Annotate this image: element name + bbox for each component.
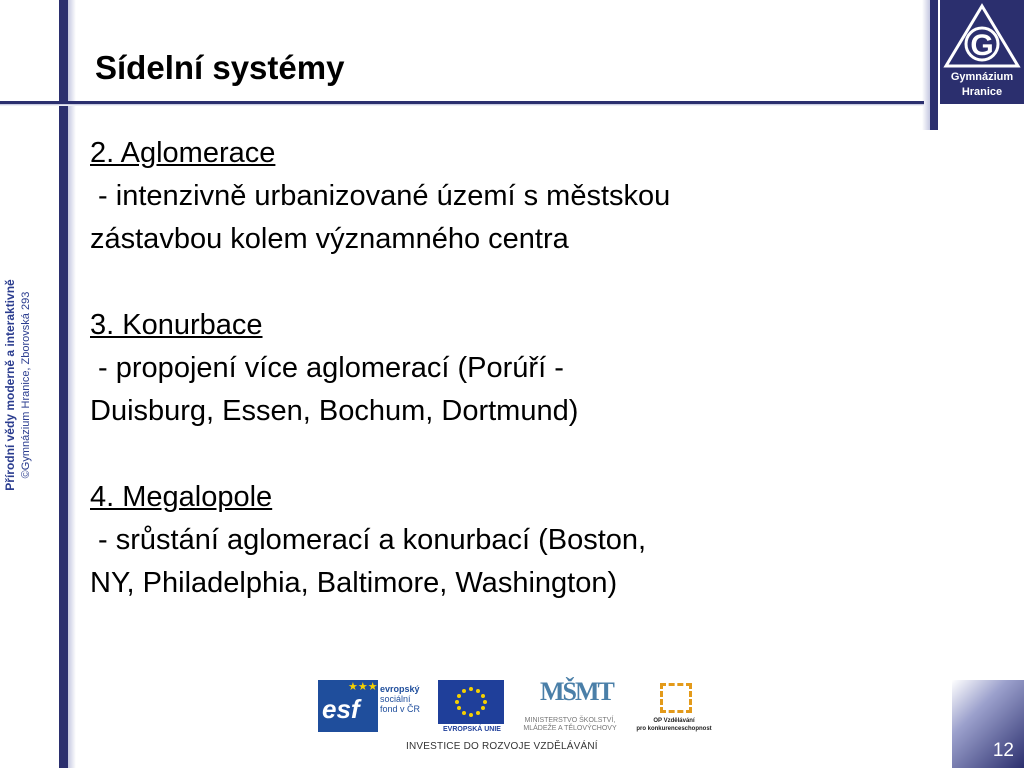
- side-credit-copyright: ©Gymnázium Hranice, Zborovská 293: [20, 291, 32, 479]
- side-credit-project: Přírodní vědy moderně a interaktivně: [3, 279, 17, 491]
- op-emblem-icon: [660, 683, 692, 713]
- footer-tagline: INVESTICE DO ROZVOJE VZDĚLÁVÁNÍ: [406, 741, 598, 752]
- left-accent-gradient: [68, 0, 76, 768]
- eu-stars-icon: [438, 680, 504, 724]
- esf-text-line: evropský: [380, 684, 420, 694]
- section-heading: 2. Aglomerace: [90, 137, 276, 169]
- esf-star-icon: ★★★: [348, 681, 378, 693]
- eu-flag-icon: [438, 680, 504, 724]
- slide-content: [90, 132, 910, 605]
- right-accent-bar: [930, 0, 938, 130]
- section-description: zástavbou kolem významného centra: [90, 223, 569, 255]
- op-caption-line: pro konkurenceschopnost: [636, 726, 712, 732]
- esf-text-line: fond v ČR: [380, 704, 421, 714]
- esf-emblem: [318, 680, 378, 732]
- section-description: - propojení více aglomerací (Porúří -: [90, 352, 564, 384]
- section-aglomerace: [90, 132, 910, 261]
- eu-caption: EVROPSKÁ UNIE: [443, 726, 501, 733]
- school-logo-name: Gymnázium: [950, 71, 1014, 83]
- school-logo-letter: G: [970, 29, 994, 62]
- section-konurbace: [90, 304, 910, 433]
- msmt-caption-line: MINISTERSTVO ŠKOLSTVÍ,: [524, 717, 616, 724]
- section-description: Duisburg, Essen, Bochum, Dortmund): [90, 395, 579, 427]
- op-logo: [632, 677, 716, 737]
- section-heading: 4. Megalopole: [90, 481, 273, 513]
- section-description: NY, Philadelphia, Baltimore, Washington): [90, 567, 618, 599]
- section-megalopole: [90, 476, 910, 605]
- title-divider: [0, 101, 924, 106]
- esf-emblem-text: esf: [322, 694, 360, 724]
- section-description: - srůstání aglomerací a konurbací (Boston,: [90, 524, 647, 556]
- page-number: 12: [992, 740, 1014, 761]
- section-description: - intenzivně urbanizované území s městskou: [90, 180, 671, 212]
- left-accent-bar: [59, 0, 68, 768]
- slide-title: Sídelní systémy: [95, 49, 345, 86]
- school-logo: [940, 0, 1024, 104]
- right-accent-gradient: [922, 0, 930, 130]
- msmt-caption-line: MLÁDEŽE A TĚLOVÝCHOVY: [523, 725, 617, 732]
- msmt-emblem: MŠMT: [540, 677, 613, 706]
- section-heading: 3. Konurbace: [90, 309, 263, 341]
- footer-logos: [318, 677, 718, 757]
- school-logo-city: Hranice: [961, 86, 1003, 98]
- side-credit: [2, 240, 56, 530]
- msmt-logo: [512, 677, 628, 737]
- esf-logo: [318, 680, 438, 732]
- esf-text-line: sociální: [380, 694, 411, 704]
- op-caption-line: OP Vzdělávání: [653, 718, 695, 724]
- page-number-box: [952, 680, 1024, 768]
